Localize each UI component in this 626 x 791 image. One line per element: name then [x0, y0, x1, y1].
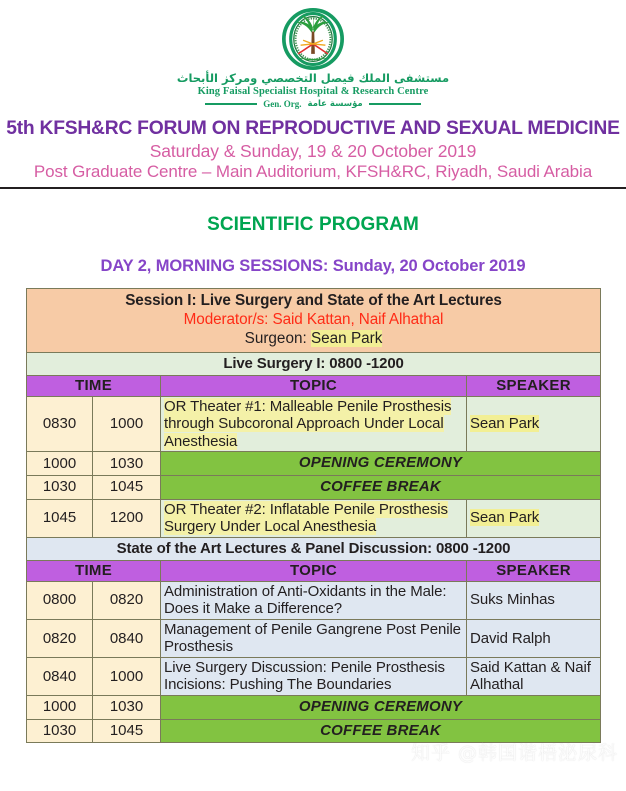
topic-text: OR Theater #2: Inflatable Penile Prosthesis Surgery Under Local Anesthesia — [164, 500, 448, 536]
column-header-time: TIME — [27, 561, 161, 582]
topic-text: Live Surgery Discussion: Penile Prosthesis Incisions: Pushing The Boundaries — [164, 658, 445, 694]
time-end-cell: 1045 — [93, 719, 161, 743]
topic-cell — [161, 619, 467, 657]
time-start-cell: 1045 — [27, 499, 93, 537]
time-end-cell: 0820 — [93, 581, 161, 619]
topic-cell — [161, 499, 467, 537]
speaker-cell — [467, 657, 601, 695]
break-label-cell: OPENING CEREMONY — [161, 695, 601, 719]
session-banner-row — [27, 289, 601, 353]
session-moderators: Moderator/s: Said Kattan, Naif Alhathal — [183, 310, 444, 328]
break-label-cell: COFFEE BREAK — [161, 719, 601, 743]
logo-rule-right — [369, 103, 421, 106]
table-row — [27, 499, 601, 537]
day-session-heading: DAY 2, MORNING SESSIONS: Sunday, 20 October 2019 — [100, 257, 526, 275]
speaker-cell — [467, 581, 601, 619]
logo-gen-org-ar: مؤسسة عامة — [307, 99, 363, 109]
forum-title: 5th KFSH&RC FORUM ON REPRODUCTIVE AND SEXUAL MEDICINE — [6, 118, 620, 139]
time-end-cell: 1030 — [93, 695, 161, 719]
topic-text: Management of Penile Gangrene Post Penile Prosthesis — [164, 620, 461, 656]
column-header-row — [27, 376, 601, 397]
column-header-time: TIME — [27, 376, 161, 397]
time-end-cell: 1000 — [93, 396, 161, 452]
header-divider — [0, 187, 626, 189]
time-end-cell: 1045 — [93, 475, 161, 499]
time-end-cell: 1000 — [93, 657, 161, 695]
block-banner-row — [27, 352, 601, 376]
watermark: 知乎 @韩国谐梧泌尿科 — [410, 742, 618, 764]
column-header-speaker: SPEAKER — [467, 376, 601, 397]
column-header-topic: TOPIC — [161, 376, 467, 397]
table-row — [27, 619, 601, 657]
break-label-cell: COFFEE BREAK — [161, 475, 601, 499]
table-row — [27, 396, 601, 452]
time-start-cell: 1030 — [27, 719, 93, 743]
topic-text: Administration of Anti-Oxidants in the Male: Does it Make a Difference? — [164, 582, 447, 618]
speaker-cell — [467, 619, 601, 657]
time-end-cell: 1030 — [93, 452, 161, 476]
session-title: Session I: Live Surgery and State of the Art Lectures — [125, 292, 502, 309]
topic-cell — [161, 581, 467, 619]
speaker-cell — [467, 396, 601, 452]
logo-english-name: King Faisal Specialist Hospital & Research Centre — [197, 86, 429, 97]
palm-tree-swords-emblem-icon — [282, 8, 344, 70]
institution-logo-block — [0, 0, 626, 109]
time-start-cell: 0840 — [27, 657, 93, 695]
time-start-cell: 0830 — [27, 396, 93, 452]
column-header-row — [27, 561, 601, 582]
logo-gen-org-line — [0, 99, 626, 109]
session-surgeon-name: Sean Park — [310, 329, 383, 347]
time-start-cell: 0820 — [27, 619, 93, 657]
session-banner-cell — [27, 289, 601, 353]
speaker-text: David Ralph — [470, 629, 551, 647]
column-header-speaker: SPEAKER — [467, 561, 601, 582]
speaker-text: Suks Minhas — [470, 591, 555, 609]
speaker-text: Said Kattan & Naif Alhathal — [470, 658, 591, 694]
time-start-cell: 1030 — [27, 475, 93, 499]
block-banner: Live Surgery I: 0800 -1200 — [27, 352, 601, 376]
session-surgeon — [31, 330, 596, 348]
time-end-cell: 1200 — [93, 499, 161, 537]
scientific-program-heading: SCIENTIFIC PROGRAM — [207, 214, 419, 235]
time-end-cell: 0840 — [93, 619, 161, 657]
table-row — [27, 581, 601, 619]
column-header-topic: TOPIC — [161, 561, 467, 582]
table-row — [27, 475, 601, 499]
forum-dates: Saturday & Sunday, 19 & 20 October 2019 — [149, 141, 477, 161]
program-table-wrapper — [26, 288, 600, 743]
table-row — [27, 452, 601, 476]
topic-cell — [161, 657, 467, 695]
table-row — [27, 695, 601, 719]
time-start-cell: 0800 — [27, 581, 93, 619]
session-surgeon-text: Surgeon: — [244, 329, 307, 347]
block-banner-row — [27, 537, 601, 561]
logo-arabic-name: مستشفى الملك فيصل التخصصي ومركز الأبحاث — [176, 71, 450, 85]
topic-text: OR Theater #1: Malleable Penile Prosthesis through Subcoronal Approach Under Local Anesthesia — [164, 397, 452, 450]
speaker-cell — [467, 499, 601, 537]
topic-cell — [161, 396, 467, 452]
table-row — [27, 719, 601, 743]
table-row — [27, 657, 601, 695]
logo-gen-org-en: Gen. Org. — [263, 99, 302, 109]
program-table — [26, 288, 601, 743]
logo-rule-left — [205, 103, 257, 106]
program-table-body — [27, 289, 601, 743]
speaker-text: Sean Park — [470, 509, 540, 527]
time-start-cell: 1000 — [27, 452, 93, 476]
time-start-cell: 1000 — [27, 695, 93, 719]
forum-venue: Post Graduate Centre – Main Auditorium, KFSH&RC, Riyadh, Saudi Arabia — [33, 162, 593, 181]
speaker-text: Sean Park — [470, 415, 540, 433]
break-label-cell: OPENING CEREMONY — [161, 452, 601, 476]
block-banner: State of the Art Lectures & Panel Discussion: 0800 -1200 — [27, 537, 601, 561]
